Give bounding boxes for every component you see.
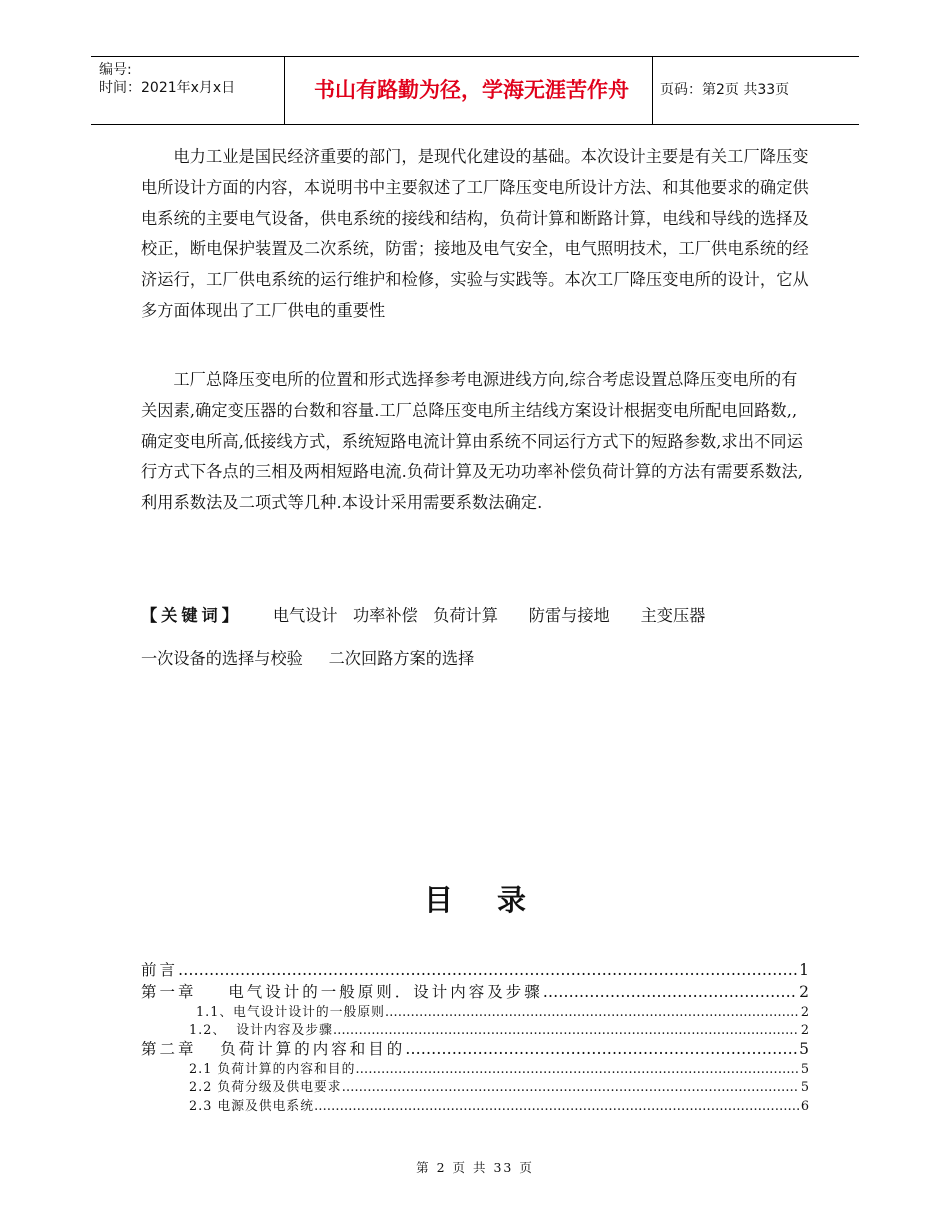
toc-entry-title: 2.2 负荷分级及供电要求 [189, 1080, 342, 1095]
toc-title: 目录 [423, 883, 570, 917]
abstract-paragraph-1: 电力工业是国民经济重要的部门，是现代化建设的基础。本次设计主要是有关工厂降压变电所设计方面的内容，本说明书中主要叙述了工厂降压变电所设计方法、和其他要求的确定供电系统的主要电气设备，供电系统的接线和结构，负荷计算和断路计算，电线和导线的选择及校正，断电保护装置及二次系统，防雷；接地及电气安全，电气照明技术，工厂供电系统的经济运行，工厂供电系统的运行维护和检修，实验与实践等。本次工厂降压变电所的设计，它从多方面体现出了工厂供电的重要性 [141, 147, 809, 320]
header-divider [652, 57, 653, 124]
toc-leader-dots [405, 1040, 797, 1058]
toc-entry-page: 2 [800, 1005, 809, 1020]
toc-entry-page: 5 [800, 1062, 809, 1077]
toc-entry[interactable] [189, 1095, 809, 1115]
toc-entry-page: 2 [800, 1023, 809, 1038]
toc-entry-title: 1.2、 设计内容及步骤 [189, 1023, 333, 1038]
toc-leader-dots [543, 983, 797, 1001]
toc-entry-title: 第一章 电气设计的一般原则．设计内容及步骤 [141, 983, 543, 1001]
toc-entry-title: 2.3 电源及供电系统 [189, 1099, 314, 1114]
toc-leader-dots [333, 1023, 799, 1038]
toc-entry[interactable] [141, 958, 809, 980]
toc-entry[interactable] [196, 1001, 809, 1021]
toc-entry[interactable] [189, 1058, 809, 1078]
document-time-label: 时间：2021年x月x日 [99, 80, 236, 96]
document-number-label: 编号: [99, 62, 132, 78]
toc-leader-dots [385, 1005, 799, 1020]
toc-entry[interactable] [189, 1076, 809, 1096]
keywords-label: 【关键词】 [141, 606, 242, 625]
header-motto: 书山有路勤为径，学海无涯苦作舟 [314, 78, 629, 102]
toc-entry-title: 前言 [141, 961, 179, 979]
toc-entry[interactable] [141, 980, 809, 1002]
page-header [91, 56, 859, 125]
abstract-paragraph-2: 工厂总降压变电所的位置和形式选择参考电源进线方向,综合考虑设置总降压变电所的有关因素,确定变压器的台数和容量.工厂总降压变电所主结线方案设计根据变电所配电回路数,,确定变电所高,低接线方式，系统短路电流计算由系统不同运行方式下的短路参数,求出不同运行方式下各点的三相及两相短路电流.负荷计算及无功功率补偿负荷计算的方法有需要系数法,利用系数法及二项式等几种.本设计采用需要系数法确定. [141, 370, 803, 513]
page-footer: 第 2 页 共 33 页 [416, 1160, 534, 1175]
toc-leader-dots [355, 1062, 798, 1077]
header-page-info: 页码：第2页 共33页 [660, 82, 790, 98]
toc-entry-title: 第二章 负荷计算的内容和目的 [141, 1040, 406, 1058]
header-divider [284, 57, 285, 124]
keywords-line-1 [141, 603, 705, 629]
toc-entry-page: 2 [799, 983, 809, 1001]
toc-entry-title: 2.1 负荷计算的内容和目的 [189, 1062, 356, 1077]
toc-leader-dots [342, 1080, 799, 1095]
keywords-list-1: 电气设计 功率补偿 负荷计算 防雷与接地 主变压器 [272, 606, 706, 625]
toc-leader-dots [314, 1099, 799, 1114]
toc-entry-page: 6 [800, 1099, 809, 1114]
toc-entry-page: 1 [799, 961, 809, 979]
toc-entry[interactable] [189, 1019, 809, 1039]
header-meta [99, 61, 235, 97]
toc-entry[interactable] [141, 1037, 809, 1059]
toc-leader-dots [178, 961, 797, 979]
keywords-line-2: 一次设备的选择与校验 二次回路方案的选择 [141, 649, 475, 668]
toc-entry-page: 5 [799, 1040, 809, 1058]
toc-entry-page: 5 [800, 1080, 809, 1095]
toc-entry-title: 1.1、电气设计设计的一般原则 [196, 1005, 385, 1020]
